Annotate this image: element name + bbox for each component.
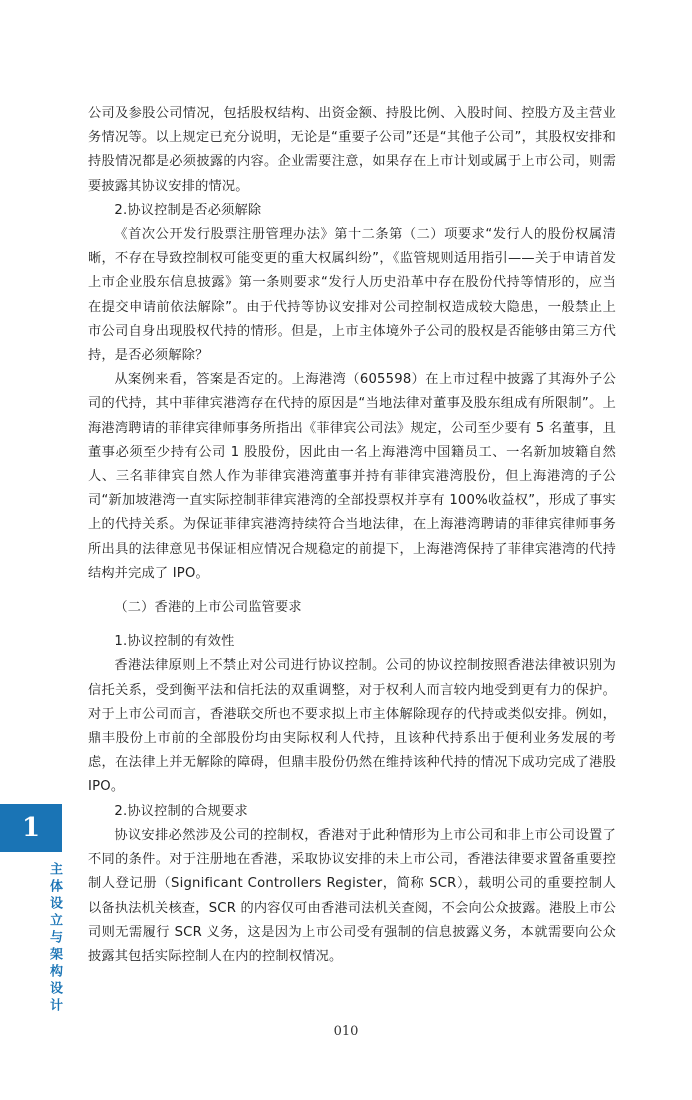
- page-number: 010: [333, 1024, 359, 1039]
- paragraph: 协议安排必然涉及公司的控制权，香港对于此种情形为上市公司和非上市公司设置了不同的条件。对于注册地在香港，采取协议安排的未上市公司，香港法律要求置备重要控制人登记册（Significant Controllers Register，简称 SCR），载明公司的重要控制人以备执法机关核查，SCR 的内容仅可由香港司法机关查阅，不会向公众披露。港股上市公司则无需履行 SCR 义务，这是因为上市公司受有强制的信息披露义务，本就需要向公众披露其包括实际控制人在内的控制权情况。: [88, 827, 616, 964]
- subsection-heading: 2.协议控制的合规要求: [114, 803, 248, 819]
- subsection-heading: 2.协议控制是否必须解除: [114, 202, 262, 218]
- paragraph: 从案例来看，答案是否定的。上海港湾（605598）在上市过程中披露了其海外子公司的代持，其中菲律宾港湾存在代持的原因是“当地法律对董事及股东组成有所限制”。上海港湾聘请的菲律宾律师事务所指出《菲律宾公司法》规定，公司至少要有 5 名董事，且董事必须至少持有公司 1 股股份，因此由一名上海港湾中国籍员工、一名新加坡籍自然人、三名菲律宾自然人作为菲律宾港湾董事并持有菲律宾港湾股份，但上海港湾的子公司“新加坡港湾一直实际控制菲律宾港湾的全部投票权并享有 100%收益权”，形成了事实上的代持关系。为保证菲律宾港湾持续符合当地法律，在上海港湾聘请的菲律宾律师事务所出具的法律意见书保证相应情况合规稳定的前提下，上海港湾保持了菲律宾港湾的代持结构并完成了 IPO。: [88, 372, 616, 581]
- chapter-title: 主体设立与架构设计: [47, 862, 62, 1015]
- paragraph: 《首次公开发行股票注册管理办法》第十二条第（二）项要求“发行人的股份权属清晰，不存在导致控制权可能变更的重大权属纠纷”，《监管规则适用指引——关于申请首发上市企业股东信息披露》第一条则要求“发行人历史沿革中存在股份代持等情形的，应当在提交申请前依法解除”。由于代持等协议安排对公司控制权造成较大隐患，一般禁止上市公司自身出现股权代持的情形。但是，上市主体境外子公司的股权是否能够由第三方代持，是否必须解除？: [88, 227, 616, 364]
- chapter-number-tab: 1: [0, 804, 62, 852]
- paragraph: 香港法律原则上不禁止对公司进行协议控制。公司的协议控制按照香港法律被识别为信托关系，受到衡平法和信托法的双重调整，对于权利人而言较内地受到更有力的保护。对于上市公司而言，香港联交所也不要求拟上市主体解除现存的代持或类似安排。例如，鼎丰股份上市前的全部股份均由実际权利人代持，且该种代持系出于便利业务发展的考虑，在法律上并无解除的障碍，但鼎丰股份仍然在维持该种代持的情况下成功完成了港股 IPO。: [88, 658, 616, 795]
- body-text: [88, 102, 616, 969]
- subsection-heading: 1.协议控制的有效性: [114, 634, 235, 650]
- section-heading: （二）香港的上市公司监管要求: [114, 600, 302, 616]
- paragraph: 公司及参股公司情况，包括股权结构、出资金额、持股比例、入股时间、控股方及主营业务情况等。以上规定已充分说明，无论是“重要子公司”还是“其他子公司”，其股权安排和持股情况都是必须披露的内容。企业需要注意，如果存在上市计划或属于上市公司，则需要披露其协议安排的情况。: [88, 106, 616, 194]
